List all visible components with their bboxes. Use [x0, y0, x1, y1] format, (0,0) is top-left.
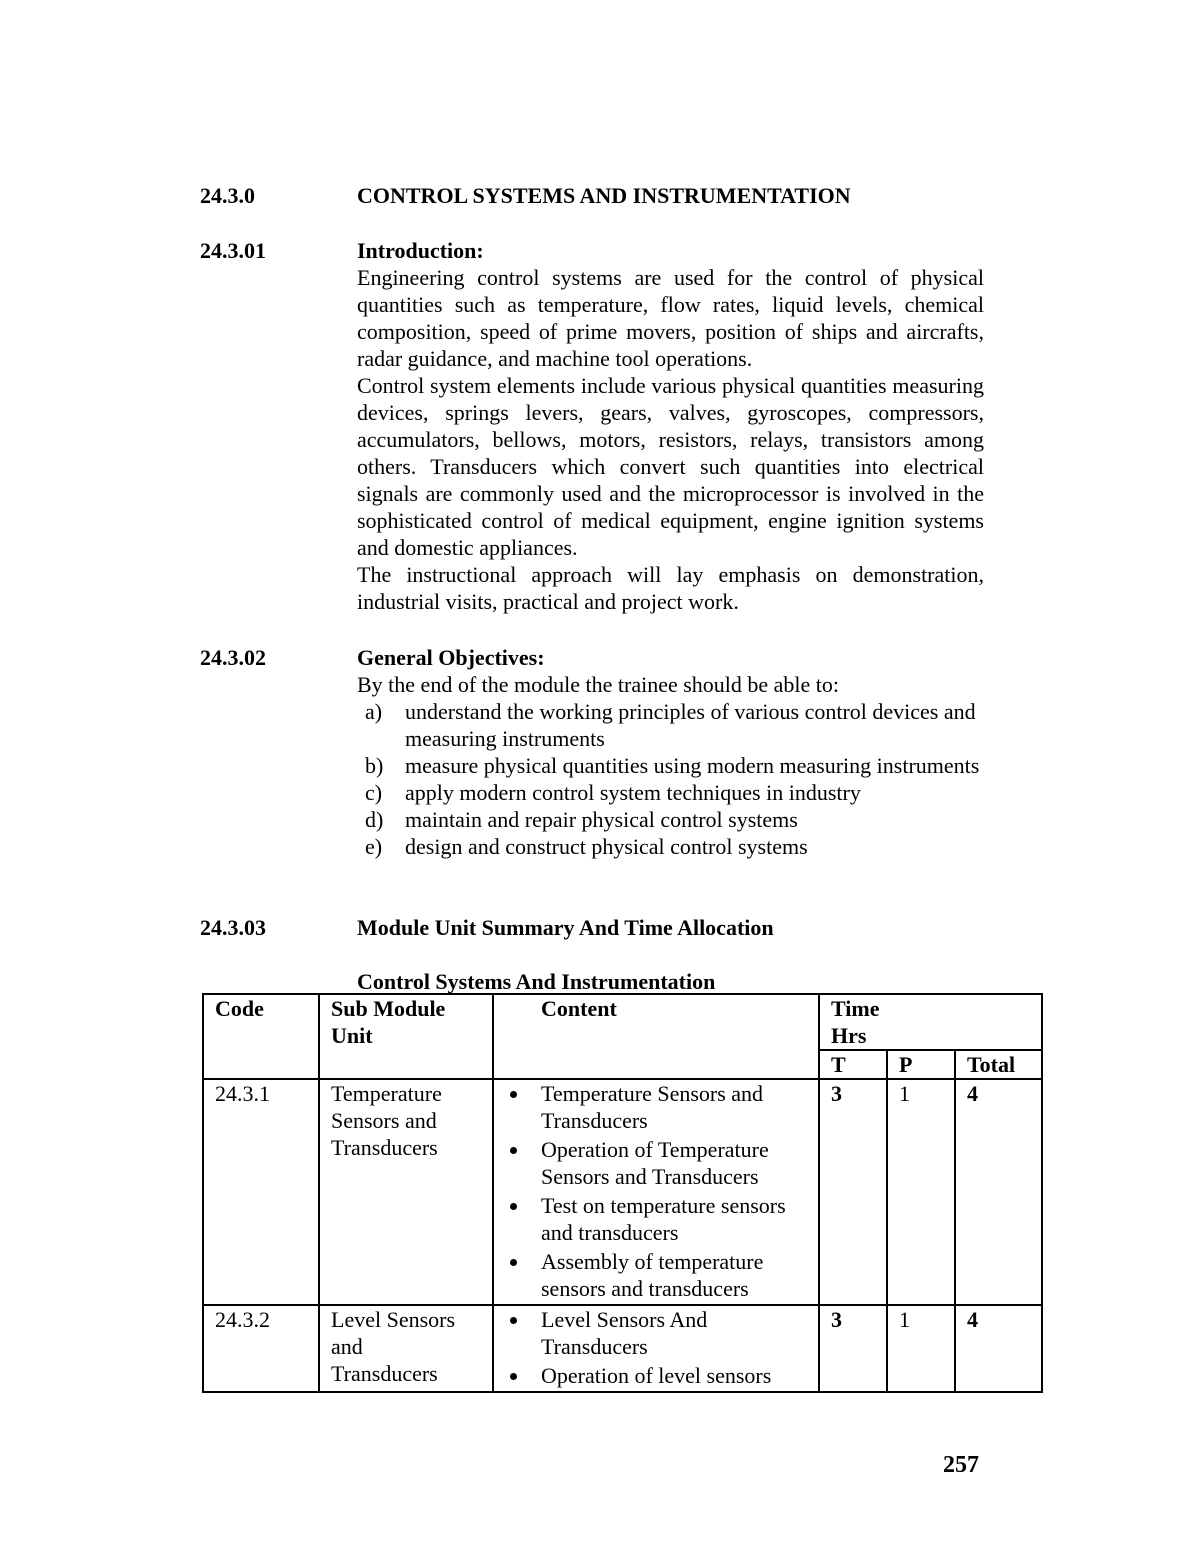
content-item: Operation of Temperature Sensors and Transducers [505, 1136, 818, 1190]
objective-item [357, 779, 984, 806]
content-item: Level Sensors And Transducers [505, 1306, 818, 1360]
objective-label: a) [365, 699, 383, 724]
row-unit-text: Temperature Sensors and Transducers [331, 1081, 442, 1160]
table-header-row [203, 994, 1042, 1050]
row-unit [319, 1305, 493, 1392]
objective-item [357, 806, 984, 833]
content-item: Temperature Sensors and Transducers [505, 1080, 818, 1134]
introduction-paragraph: Engineering control systems are used for the control of physical quantities such as temperature, flow rates, liquid levels, chemical composition, speed of prime movers, position of ships and aircrafts, radar guidance, and machine tool operations. [357, 265, 984, 371]
header-t: T [819, 1050, 887, 1079]
row-p: 1 [887, 1305, 955, 1392]
introduction-body [357, 237, 984, 615]
content-list [505, 1080, 818, 1302]
row-unit-text: Level Sensors and Transducers [331, 1307, 456, 1386]
objective-label: c) [365, 780, 383, 805]
objective-text: understand the working principles of various control devices and measuring instruments [405, 699, 976, 751]
row-content [493, 1079, 819, 1305]
module-number: 24.3.0 [200, 183, 255, 208]
objective-label: d) [365, 807, 384, 832]
introduction-paragraph: Control system elements include various physical quantities measuring devices, springs levers, gears, valves, gyroscopes, compressors, accumulators, bellows, motors, resistors, relays, transistors among others. Transducers which convert such quantities into electrical signals are commonly used and the microprocessor is involved in the sophisticated control of medical equipment, engine ignition systems and domestic appliances. [357, 373, 984, 560]
objective-item [357, 698, 984, 752]
header-time-label: Time Hrs [831, 996, 880, 1048]
row-p: 1 [887, 1079, 955, 1305]
table-caption: Control Systems And Instrumentation [357, 969, 716, 994]
content-item: Assembly of temperature sensors and transducers [505, 1248, 818, 1302]
objective-text: measure physical quantities using modern measuring instruments [405, 753, 980, 778]
summary-number: 24.3.03 [200, 915, 266, 940]
row-unit [319, 1079, 493, 1305]
objectives-lead: By the end of the module the trainee should be able to: [357, 672, 840, 697]
header-code: Code [203, 994, 319, 1079]
row-total: 4 [955, 1079, 1042, 1305]
header-time [819, 994, 1042, 1050]
row-code: 24.3.2 [203, 1305, 319, 1392]
row-total: 4 [955, 1305, 1042, 1392]
objective-text: maintain and repair physical control systems [405, 807, 798, 832]
objective-item [357, 752, 984, 779]
introduction-paragraph: The instructional approach will lay emphasis on demonstration, industrial visits, practical and project work. [357, 562, 984, 614]
objective-label: e) [365, 834, 383, 859]
introduction-title: Introduction: [357, 238, 484, 263]
header-p: P [887, 1050, 955, 1079]
content-item: Operation of level sensors [505, 1362, 818, 1389]
objective-text: design and construct physical control systems [405, 834, 808, 859]
content-list [505, 1306, 818, 1389]
page-number: 257 [943, 1452, 979, 1478]
objectives-body [357, 644, 984, 860]
summary-table [202, 993, 1043, 1393]
header-total: Total [955, 1050, 1042, 1079]
summary-title: Module Unit Summary And Time Allocation [357, 915, 774, 940]
row-code: 24.3.1 [203, 1079, 319, 1305]
table-row [203, 1305, 1042, 1392]
objective-item [357, 833, 984, 860]
row-t: 3 [819, 1305, 887, 1392]
header-sub-module: Sub Module Unit [319, 994, 493, 1079]
module-title: CONTROL SYSTEMS AND INSTRUMENTATION [357, 183, 851, 208]
introduction-number: 24.3.01 [200, 238, 266, 263]
objectives-title: General Objectives: [357, 645, 545, 670]
table-row [203, 1079, 1042, 1305]
objective-text: apply modern control system techniques in industry [405, 780, 861, 805]
objective-label: b) [365, 753, 384, 778]
row-content [493, 1305, 819, 1392]
header-content: Content [493, 994, 819, 1079]
objectives-number: 24.3.02 [200, 645, 266, 670]
row-t: 3 [819, 1079, 887, 1305]
content-item: Test on temperature sensors and transducers [505, 1192, 818, 1246]
objectives-list [357, 698, 984, 860]
